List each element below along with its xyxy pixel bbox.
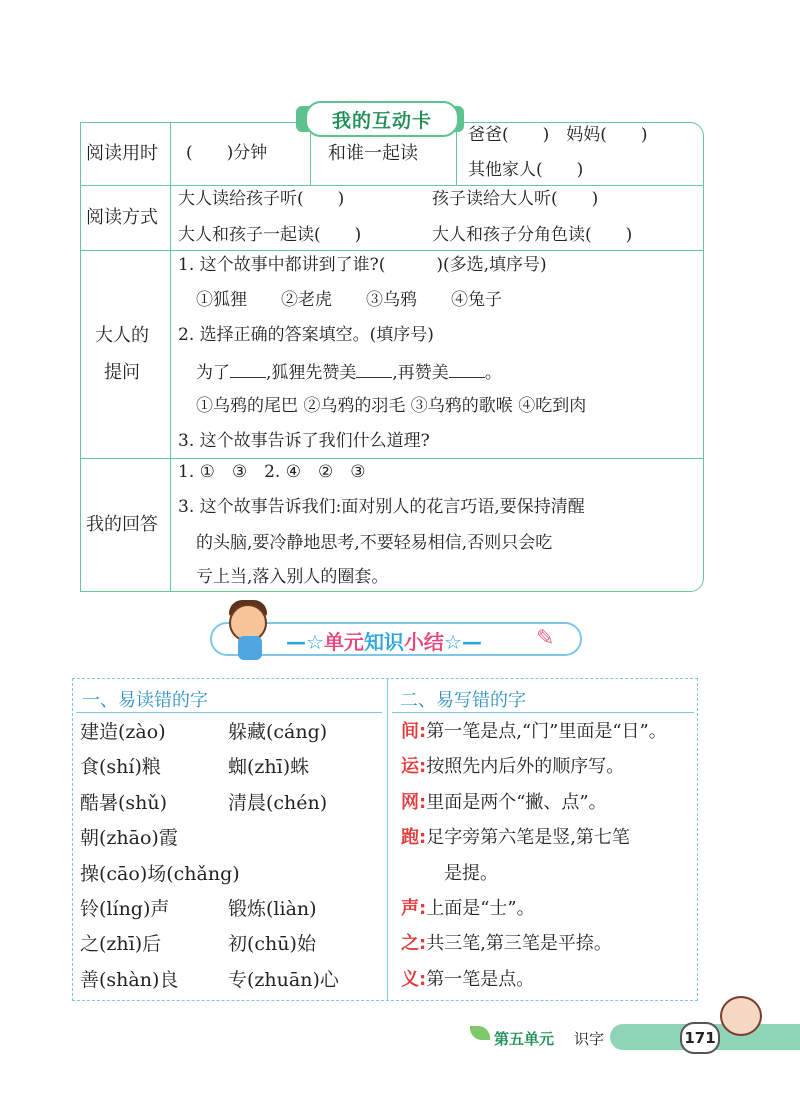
q2-end: 。: [484, 363, 502, 383]
write-char-note: 足字旁第六笔是竖,第七笔: [426, 827, 630, 848]
answer-3-line-3: 亏上当,落入别人的圈套。: [196, 567, 389, 587]
read-word: 食(shí)粮: [80, 756, 161, 778]
q2-mid-2: ,再赞美: [392, 363, 449, 383]
answer-3-line-1: 3. 这个故事告诉我们:面对别人的花言巧语,要保持清醒: [178, 497, 585, 517]
left-heading: 一、易读错的字: [82, 690, 208, 711]
write-char-row: [401, 794, 607, 812]
my-answer-label: 我的回答: [86, 514, 158, 535]
write-char-note: 第一笔是点,“门”里面是“日”。: [426, 721, 667, 742]
write-char-row: [401, 900, 535, 918]
row-divider: [80, 250, 703, 251]
right-heading: 二、易写错的字: [400, 690, 526, 711]
reading-mode-option-1[interactable]: 大人读给孩子听( ): [178, 189, 345, 209]
row-divider: [80, 185, 703, 186]
q2-blank-2[interactable]: [356, 363, 392, 378]
write-char-note: 里面是两个“撇、点”。: [426, 792, 607, 813]
adult-question-label-line1: 大人的: [95, 325, 149, 346]
banner-title-part-3: 小结: [403, 630, 444, 654]
read-word: 铃(líng)声: [80, 898, 170, 920]
write-char-row: [444, 865, 498, 883]
banner-left-deco: —☆: [286, 630, 324, 654]
right-heading-underline: [392, 712, 694, 713]
read-word: 专(zhuān)心: [228, 969, 339, 991]
write-char-note: 共三笔,第三笔是平捺。: [426, 933, 612, 954]
q2-blank-3[interactable]: [449, 363, 485, 378]
answer-3-line-2: 的头脑,要冷静地思考,不要轻易相信,否则只会吃: [196, 533, 553, 553]
write-char-note: 第一笔是点。: [426, 969, 535, 990]
write-char: 网:: [401, 792, 427, 813]
read-word: 蜘(zhī)蛛: [228, 756, 310, 778]
answer-1-2: 1. ① ③ 2. ④ ② ③: [178, 462, 366, 482]
reading-mode-option-2[interactable]: 孩子读给大人听( ): [432, 189, 599, 209]
write-char: 之:: [401, 933, 427, 954]
banner-right-deco: ☆—: [443, 630, 482, 654]
adult-question-label-line2: 提问: [104, 362, 140, 383]
reading-mode-option-4[interactable]: 大人和孩子分角色读( ): [432, 225, 633, 245]
mascot-icon: [720, 996, 762, 1036]
read-word: 躲藏(cáng): [228, 721, 328, 743]
column-divider: [170, 122, 171, 592]
row-divider: [80, 458, 703, 459]
read-word: 之(zhī)后: [80, 933, 162, 955]
write-char-row: [401, 758, 624, 776]
write-char-note: 是提。: [444, 863, 498, 884]
question-3: 3. 这个故事告诉了我们什么道理?: [178, 431, 430, 451]
question-2-fill: [196, 363, 502, 382]
card-title: 我的互动卡: [305, 101, 459, 137]
kid-mascot-body: [238, 636, 262, 660]
question-1-options: ①狐狸 ②老虎 ③乌鸦 ④兔子: [196, 290, 502, 310]
read-word: 初(chū)始: [228, 933, 316, 955]
reading-time-label: 阅读用时: [86, 143, 158, 164]
left-heading-underline: [76, 712, 382, 713]
read-with-label: 和谁一起读: [328, 143, 418, 164]
summary-banner-title: [286, 626, 482, 655]
read-with-parents[interactable]: 爸爸( ) 妈妈( ): [468, 125, 648, 145]
read-word: 操(cāo)场(chǎng): [80, 863, 240, 885]
question-2-options: ①乌鸦的尾巴 ②乌鸦的羽毛 ③乌鸦的歌喉 ④吃到肉: [196, 396, 587, 416]
reading-time-value[interactable]: ( )分钟: [186, 143, 268, 163]
write-char: 跑:: [401, 827, 427, 848]
pencils-icon: ✎: [536, 626, 555, 651]
reading-mode-label: 阅读方式: [86, 207, 158, 228]
reading-mode-option-3[interactable]: 大人和孩子一起读( ): [178, 225, 362, 245]
write-char: 运:: [401, 756, 427, 777]
read-word: 锻炼(liàn): [228, 898, 317, 920]
write-char: 间:: [401, 721, 427, 742]
write-char-row: [401, 829, 630, 847]
write-char-note: 按照先内后外的顺序写。: [426, 756, 625, 777]
banner-title-part-1: 单元: [323, 630, 364, 654]
page-number: 171: [680, 1022, 720, 1054]
q2-mid-1: ,狐狸先赞美: [266, 363, 357, 383]
read-word: 清晨(chén): [228, 792, 328, 814]
read-word: 朝(zhāo)霞: [80, 827, 178, 849]
footer-section: 识字: [574, 1030, 605, 1048]
summary-column-divider: [387, 678, 388, 1001]
write-char-row: [401, 723, 667, 741]
question-1: 1. 这个故事中都讲到了谁?( )(多选,填序号): [178, 255, 547, 275]
read-word: 建造(zào): [80, 721, 166, 743]
footer-unit: 第五单元: [494, 1030, 555, 1048]
interaction-card-table: [80, 122, 704, 592]
write-char-row: [401, 935, 612, 953]
write-char-row: [401, 971, 534, 989]
leaf-icon: [470, 1026, 490, 1040]
read-with-family[interactable]: 其他家人( ): [468, 160, 584, 180]
write-char: 声:: [401, 898, 427, 919]
read-word: 善(shàn)良: [80, 969, 179, 991]
read-word: 酷暑(shǔ): [80, 792, 168, 814]
write-char: 义:: [401, 969, 427, 990]
q2-prefix: 为了: [196, 363, 230, 383]
banner-title-part-2: 知识: [363, 630, 404, 654]
q2-blank-1[interactable]: [230, 363, 266, 378]
write-char-note: 上面是“士”。: [426, 898, 535, 919]
question-2: 2. 选择正确的答案填空。(填序号): [178, 325, 434, 345]
